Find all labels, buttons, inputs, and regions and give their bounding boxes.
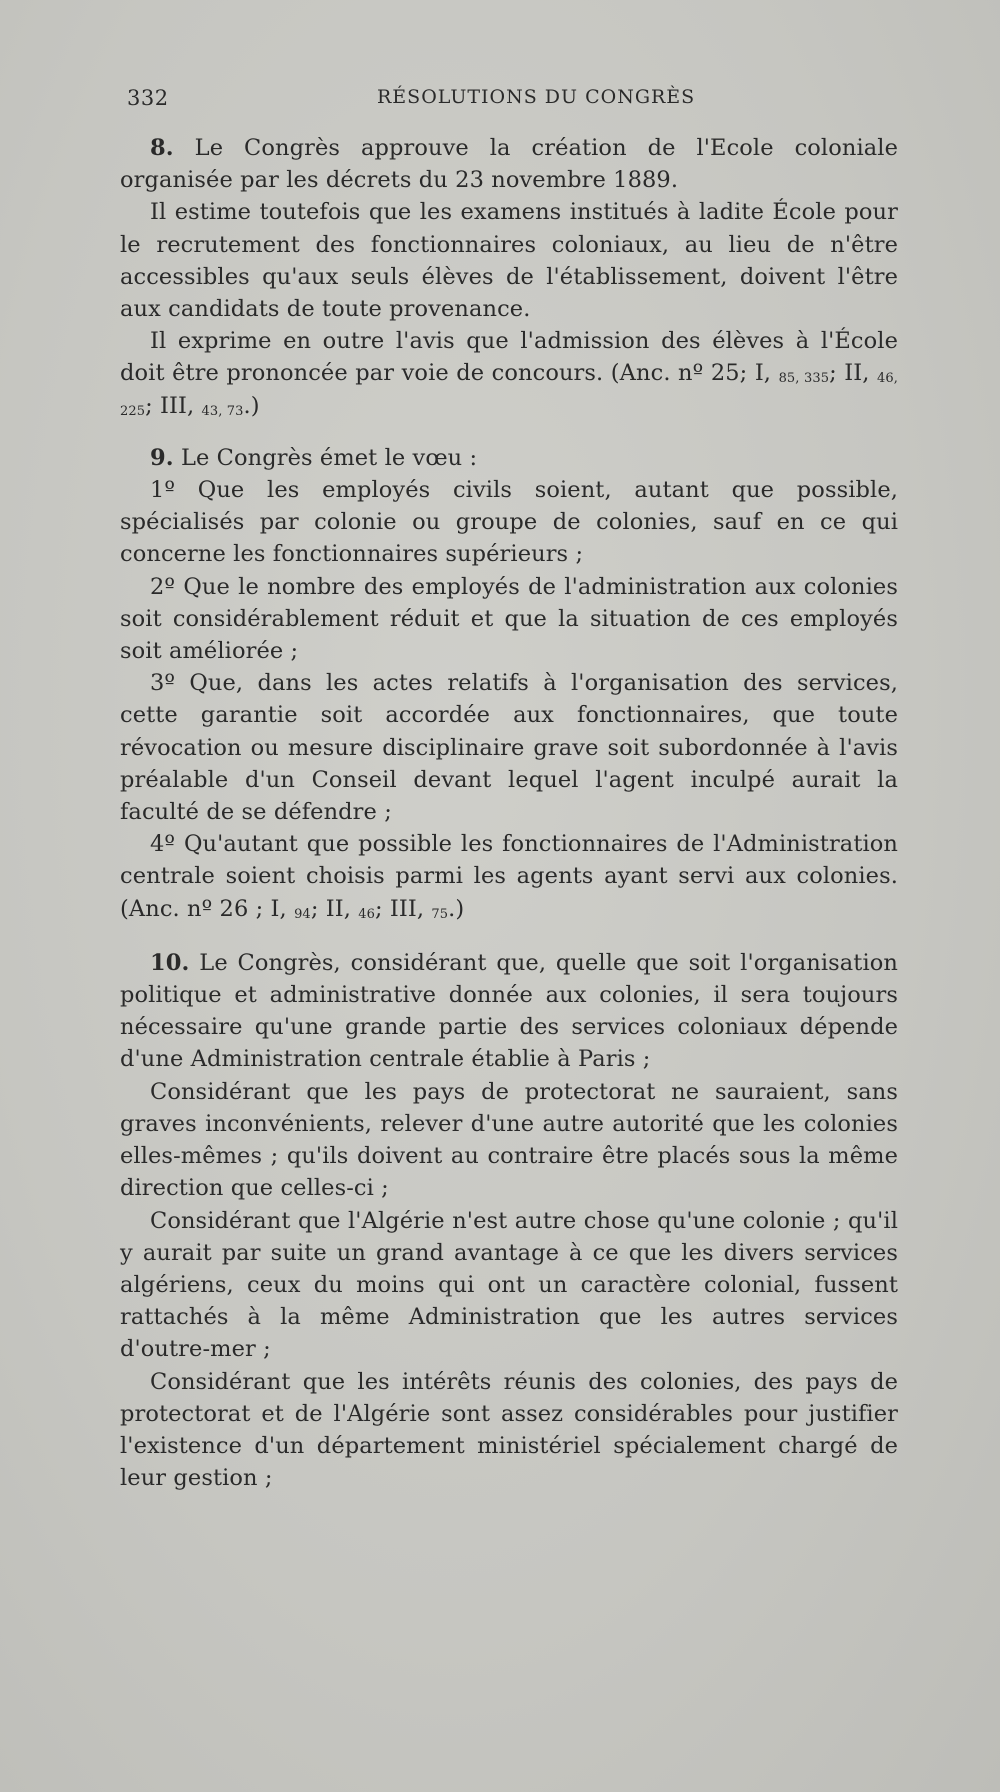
- reference-end: .): [243, 392, 260, 419]
- resolution-9-intro-text: Le Congrès émet le vœu :: [180, 444, 478, 471]
- resolution-9-item-2: 2º Que le nombre des employés de l'administration aux colonies soit considérablement réduit et que la situation de ces employés soit améliorée ;: [120, 573, 898, 665]
- resolution-10-paragraph-3: Considérant que l'Algérie n'est autre chose qu'une colonie ; qu'il y aurait par suite un grand avantage à ce que les divers services algériens, ceux du moins qui ont un caractère colonial, fussent rattachés à la même Administration que les autres services d'outre-mer ;: [120, 1207, 898, 1363]
- reference-subscript: 46, 225: [120, 371, 898, 419]
- resolution-8-paragraph-2: Il estime toutefois que les examens institués à ladite École pour le recrutement des fonctionnaires coloniaux, au lieu de n'être accessibles qu'aux seuls élèves de l'établissement, doivent l'être aux candidats de toute provenance.: [120, 199, 898, 323]
- reference-separator: ; III,: [374, 895, 432, 922]
- reference-subscript: 43, 73: [201, 403, 244, 419]
- resolution-10-paragraph-1: [120, 947, 898, 1076]
- reference-separator: ; II,: [310, 895, 359, 922]
- reference-subscript: 75: [431, 906, 449, 922]
- resolution-9-number: 9.: [150, 444, 174, 471]
- resolution-8-text-3: Il exprime en outre l'avis que l'admission des élèves à l'École doit être prononcée par voie de concours. (Anc. nº 25; I,: [120, 328, 898, 387]
- resolution-9-intro: [120, 442, 898, 474]
- reference-subscript: 94: [294, 906, 311, 922]
- resolution-9-item-3: 3º Que, dans les actes relatifs à l'organisation des services, cette garantie soit accordée aux fonctionnaires, que toute révocation ou mesure disciplinaire grave soit subordonnée à l'avis préalable d'un Conseil devant lequel l'agent inculpé aurait la faculté de se défendre ;: [120, 670, 898, 826]
- resolution-9-item-4-text: 4º Qu'autant que possible les fonctionnaires de l'Administration centrale soient choisis parmi les agents ayant servi aux colonies. (Anc. nº 26 ; I,: [120, 831, 898, 922]
- reference-subscript: 46: [358, 906, 375, 922]
- resolution-8-text-1: Le Congrès approuve la création de l'Ecole coloniale organisée par les décrets du 23 novembre 1889.: [120, 135, 898, 194]
- resolution-8-paragraph-1: [120, 132, 898, 196]
- reference-separator: ; II,: [829, 360, 878, 387]
- resolution-10-text-1: Le Congrès, considérant que, quelle que soit l'organisation politique et administrative donnée aux colonies, il sera toujours nécessaire qu'une grande partie des services coloniaux dépende d'une Administration centrale établie à Paris ;: [120, 949, 898, 1073]
- resolution-9-item-1: 1º Que les employés civils soient, autant que possible, spécialisés par colonie ou groupe de colonies, sauf en ce qui concerne les fonctionnaires supérieurs ;: [120, 477, 898, 568]
- reference-separator: ; III,: [145, 392, 202, 419]
- reference-subscript: 85, 335: [778, 371, 830, 387]
- page-number: 332: [127, 86, 169, 110]
- body-text: [120, 132, 898, 1494]
- resolution-8-number: 8.: [150, 135, 174, 161]
- running-title: RÉSOLUTIONS DU CONGRÈS: [377, 86, 696, 108]
- resolution-10-number: 10.: [150, 949, 190, 976]
- reference-end: .): [448, 895, 465, 922]
- page-header: [127, 86, 897, 120]
- resolution-10-paragraph-4: Considérant que les intérêts réunis des colonies, des pays de protectorat et de l'Algérie sont assez considérables pour justifier l'existence d'un département ministériel spécialement chargé de leur gestion ;: [120, 1368, 898, 1492]
- resolution-10-paragraph-2: Considérant que les pays de protectorat ne sauraient, sans graves inconvénients, relever d'une autre autorité que les colonies elles-mêmes ; qu'ils doivent au contraire être placés sous la même direction que celles-ci ;: [120, 1078, 898, 1202]
- resolution-8-paragraph-3: [120, 325, 898, 422]
- resolution-9-item-4: [120, 828, 898, 925]
